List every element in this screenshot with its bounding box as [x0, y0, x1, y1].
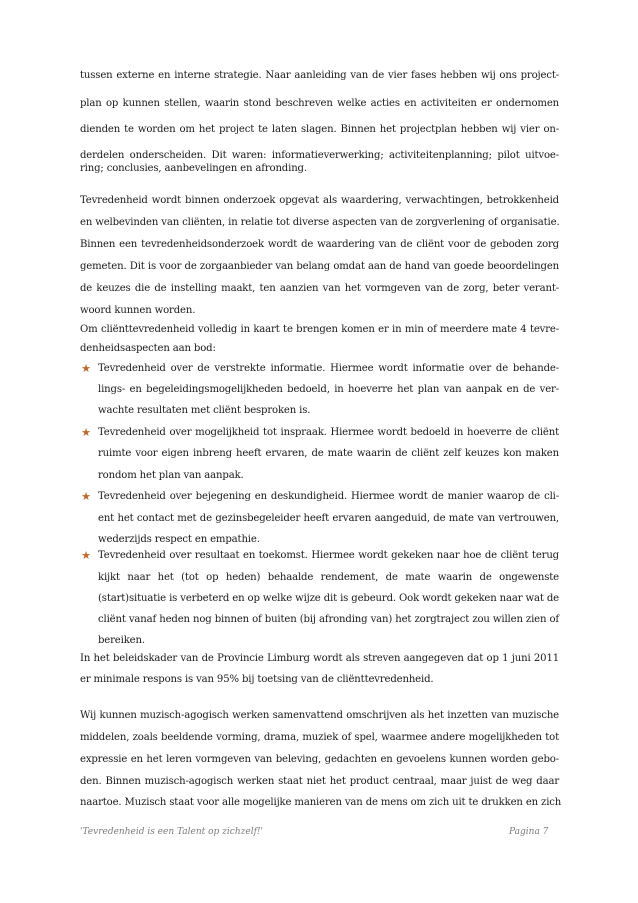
text-line: en welbevinden van cliënten, in relatie tot diverse aspecten van de zorgverlening of organisatie. [80, 217, 560, 228]
footer-title: 'Tevredenheid is een Talent op zichzelf!' [80, 827, 264, 837]
text-line: Om cliënttevredenheid volledig in kaart te brengen komen er in min of meerdere mate 4 tevre- [80, 324, 559, 335]
text-line: derdelen onderscheiden. Dit waren: informatieverwerking; activiteitenplanning; pilot uitvoe- [80, 150, 559, 161]
text-line: ring; conclusies, aanbevelingen en afronding. [80, 163, 307, 174]
list-item-text: Tevredenheid over bejegening en deskundigheid. Hiermee wordt de manier waarop de cli- [98, 491, 559, 502]
list-item-text: bereiken. [98, 635, 145, 646]
list-item-text: ent het contact met de gezinsbegeleider heeft ervaren aangeduid, de mate van vertrouwen, [98, 513, 559, 524]
list-item-text: ruimte voor eigen inbreng heeft ervaren, de mate waarin de cliënt zelf keuzes kon maken [98, 448, 559, 459]
text-line: expressie en het leren vormgeven van beleving, gedachten en gevoelens kunnen worden gebo- [80, 754, 559, 765]
list-item-text: wachte resultaten met cliënt besproken is. [98, 405, 311, 416]
text-line: Binnen een tevredenheidsonderzoek wordt de waardering van de cliënt voor de geboden zorg [80, 239, 559, 250]
star-icon: ★ [81, 490, 91, 503]
text-line: middelen, zoals beeldende vorming, drama, muziek of spel, waarmee andere mogelijkheden tot [80, 732, 559, 743]
text-line: gemeten. Dit is voor de zorgaanbieder van belang omdat aan de hand van goede beoordelingen [80, 261, 559, 272]
star-icon: ★ [81, 549, 91, 562]
list-item-text: kijkt naar het (tot op heden) behaalde rendement, de mate waarin de ongewenste [98, 572, 559, 583]
list-item-text: Tevredenheid over mogelijkheid tot inspraak. Hiermee wordt bedoeld in hoeverre de cliënt [98, 427, 559, 438]
footer-page-number: Pagina 7 [509, 827, 549, 837]
text-line: dienden te worden om het project te laten slagen. Binnen het projectplan hebben wij vier on- [80, 124, 559, 135]
text-line: de keuzes die de instelling maakt, ten aanzien van het vormgeven van de zorg, beter verant- [80, 283, 559, 294]
text-line: Wij kunnen muzisch-agogisch werken samenvattend omschrijven als het inzetten van muzische [80, 710, 559, 721]
text-line: naartoe. Muzisch staat voor alle mogelijke manieren van de mens om zich uit te drukken en zich [80, 797, 562, 808]
text-line: tussen externe en interne strategie. Naar aanleiding van de vier fases hebben wij ons project- [80, 70, 559, 81]
star-icon: ★ [81, 426, 91, 439]
list-item-text: rondom het plan van aanpak. [98, 470, 244, 481]
text-line: plan op kunnen stellen, waarin stond beschreven welke acties en activiteiten er ondernomen [80, 98, 559, 109]
star-icon: ★ [81, 362, 91, 375]
text-line: den. Binnen muzisch-agogisch werken staat niet het product centraal, maar juist de weg daar [80, 776, 559, 787]
text-line: Tevredenheid wordt binnen onderzoek opgevat als waardering, verwachtingen, betrokkenheid [80, 195, 559, 206]
list-item-text: Tevredenheid over de verstrekte informatie. Hiermee wordt informatie over de behande- [98, 363, 559, 374]
list-item-text: cliënt vanaf heden nog binnen of buiten (bij afronding van) het zorgtraject zou willen zien of [98, 614, 559, 625]
text-line: er minimale respons is van 95% bij toetsing van de cliënttevredenheid. [80, 674, 434, 685]
text-line: In het beleidskader van de Provincie Limburg wordt als streven aangegeven dat op 1 juni 2011 [80, 653, 559, 664]
list-item-text: wederzijds respect en empathie. [98, 534, 260, 545]
list-item-text: Tevredenheid over resultaat en toekomst. Hiermee wordt gekeken naar hoe de cliënt terug [98, 550, 559, 561]
list-item-text: (start)situatie is verbeterd en op welke wijze dit is gebeurd. Ook wordt gekeken naar wat de [98, 593, 559, 604]
text-line: denheidsaspecten aan bod: [80, 343, 216, 354]
list-item-text: lings- en begeleidingsmogelijkheden bedoeld, in hoeverre het plan van aanpak en de ver- [98, 384, 559, 395]
text-line: woord kunnen worden. [80, 305, 196, 316]
